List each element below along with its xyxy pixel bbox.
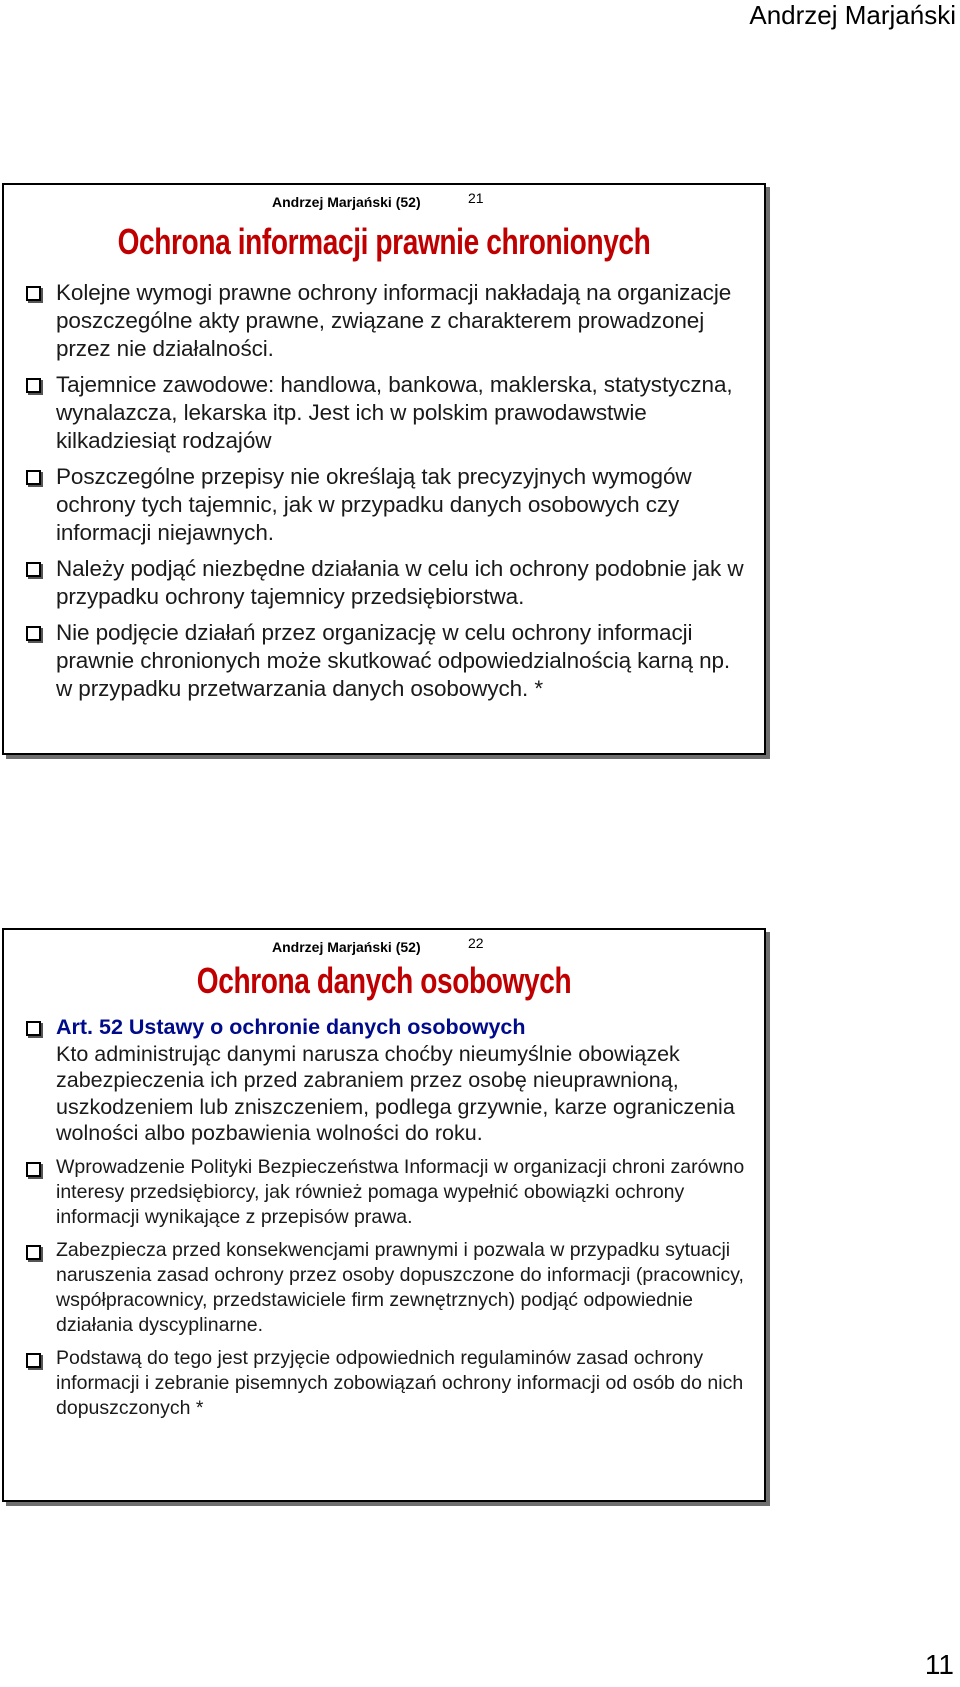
bullet-item xyxy=(26,1014,748,1147)
bullet-text: Należy podjąć niezbędne działania w celu ich ochrony podobnie jak w przypadku ochrony tajemnicy przedsiębiorstwa. xyxy=(56,556,744,609)
bullet-text: Zabezpiecza przed konsekwencjami prawnymi i pozwala w przypadku sytuacji naruszenia zasad ochrony przez osoby dopuszczone do informacji (pracownicy, współpracownicy, przedstawiciele firm zewnętrznych) podjąć odpowiednie działania dyscyplinarne. xyxy=(56,1238,744,1336)
bullet-heading: Art. 52 Ustawy o ochronie danych osobowych xyxy=(56,1015,526,1039)
checkbox-bullet-icon xyxy=(26,1245,41,1260)
bullet-item xyxy=(26,371,748,455)
bullet-item xyxy=(26,1155,748,1230)
bullet-text: Poszczególne przepisy nie określają tak precyzyjnych wymogów ochrony tych tajemnic, jak w przypadku danych osobowych czy informacji niejawnych. xyxy=(56,464,692,545)
bullet-item xyxy=(26,463,748,547)
checkbox-bullet-icon xyxy=(26,1162,41,1177)
bullet-text: Wprowadzenie Polityki Bezpieczeństwa Informacji w organizacji chroni zarówno interesy przedsiębiorcy, jak również pomaga wypełnić obowiązki ochrony informacji wynikające z przepisów prawa. xyxy=(56,1155,745,1228)
bullet-item xyxy=(26,1346,748,1421)
checkbox-bullet-icon xyxy=(26,378,41,393)
bullet-list xyxy=(26,279,748,711)
slide-title: Ochrona informacji prawnie chronionych xyxy=(117,221,651,262)
checkbox-bullet-icon xyxy=(26,1353,41,1368)
slide-21 xyxy=(2,183,766,755)
checkbox-bullet-icon xyxy=(26,626,41,641)
slide-number: 21 xyxy=(468,190,484,206)
bullet-text: Kolejne wymogi prawne ochrony informacji nakładają na organizacje poszczególne akty prawne, związane z charakterem prowadzonej przez nie działalności. xyxy=(56,280,732,361)
bullet-item xyxy=(26,279,748,363)
slide-author-meta: Andrzej Marjański (52) xyxy=(272,194,421,210)
bullet-item xyxy=(26,555,748,611)
slide-title: Ochrona danych osobowych xyxy=(196,960,572,1001)
bullet-list xyxy=(26,1014,748,1429)
checkbox-bullet-icon xyxy=(26,562,41,577)
slide-number: 22 xyxy=(468,935,484,951)
bullet-item xyxy=(26,619,748,703)
checkbox-bullet-icon xyxy=(26,1021,41,1036)
bullet-text: Tajemnice zawodowe: handlowa, bankowa, maklerska, statystyczna, wynalazcza, lekarska itp. Jest ich w polskim prawodawstwie kilkadziesiąt rodzajów xyxy=(56,372,733,453)
bullet-text: Podstawą do tego jest przyjęcie odpowiednich regulaminów zasad ochrony informacji i zebranie pisemnych zobowiązań ochrony informacji od osób do nich dopuszczonych * xyxy=(56,1346,744,1419)
checkbox-bullet-icon xyxy=(26,286,41,301)
page-header-author: Andrzej Marjański xyxy=(749,0,956,30)
slide-22 xyxy=(2,928,766,1502)
bullet-text: Nie podjęcie działań przez organizację w celu ochrony informacji prawnie chronionych może skutkować odpowiedzialnością karną np. w przypadku przetwarzania danych osobowych. * xyxy=(56,620,731,701)
bullet-item xyxy=(26,1238,748,1338)
slide-author-meta: Andrzej Marjański (52) xyxy=(272,939,421,955)
page-number: 11 xyxy=(924,1649,954,1680)
checkbox-bullet-icon xyxy=(26,470,41,485)
bullet-text: Kto administrując danymi narusza choćby nieumyślnie obowiązek zabezpieczenia ich przed zabraniem przez osobę nieuprawnioną, uszkodzeniem lub zniszczeniem, podlega grzywnie, karze ograniczenia wolności albo pozbawienia wolności do roku. xyxy=(56,1041,735,1145)
